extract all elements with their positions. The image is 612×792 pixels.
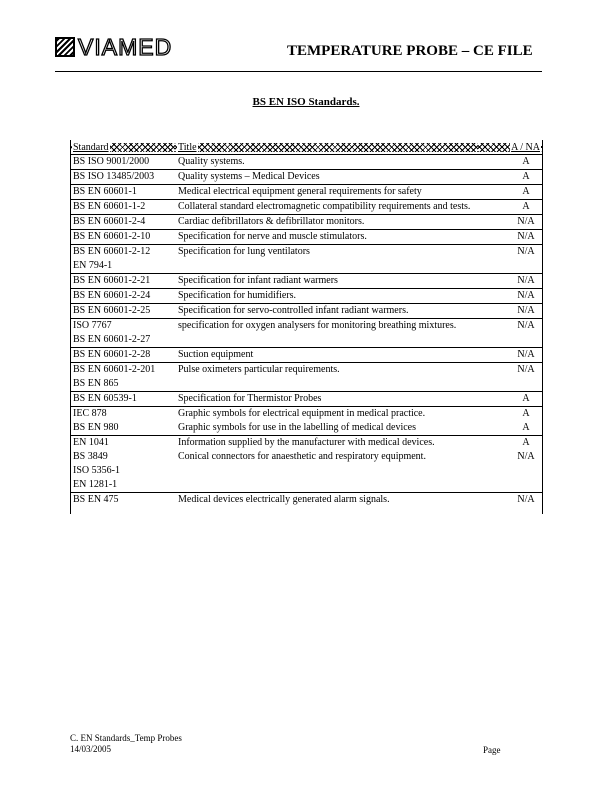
applicability-cell: A [478, 392, 543, 407]
applicability-cell: N/A [478, 230, 543, 245]
table-row [70, 245, 543, 274]
standard-cell: BS EN 60601-2-4 [70, 215, 175, 230]
title-cell: Specification for lung ventilators [175, 245, 478, 274]
standard-cell: ISO 7767 BS EN 60601-2-27 [70, 319, 175, 348]
standard-cell: BS EN 60539-1 [70, 392, 175, 407]
standard-cell: BS EN 60601-2-21 [70, 274, 175, 289]
standard-cell: BS EN 475 [70, 493, 175, 508]
applicability-cell: A A [478, 407, 543, 436]
table-border-right [542, 140, 543, 514]
footer [70, 733, 182, 755]
standard-cell: BS EN 60601-2-24 [70, 289, 175, 304]
standard-cell: BS EN 60601-1-2 [70, 200, 175, 215]
title-cell: Pulse oximeters particular requirements. [175, 363, 478, 392]
footer-date: 14/03/2005 [70, 744, 112, 754]
table-border-left [70, 140, 71, 514]
table-row [70, 230, 543, 245]
table-row [70, 392, 543, 407]
column-header-standard: Standard [70, 140, 175, 155]
standard-cell: BS EN 60601-2-28 [70, 348, 175, 363]
standard-cell: BS EN 60601-2-10 [70, 230, 175, 245]
applicability-cell: N/A [478, 319, 543, 348]
table-row [70, 436, 543, 493]
title-cell: Quality systems – Medical Devices [175, 170, 478, 185]
table-row [70, 200, 543, 215]
column-header-title: Title [175, 140, 478, 155]
standards-table [70, 140, 543, 507]
title-cell: Specification for infant radiant warmers [175, 274, 478, 289]
table-row [70, 304, 543, 319]
applicability-cell: N/A [478, 363, 543, 392]
table-header-row [70, 140, 543, 155]
table-row [70, 348, 543, 363]
title-cell: Collateral standard electromagnetic compatibility requirements and tests. [175, 200, 478, 215]
standard-cell: EN 1041 BS 3849 ISO 5356-1 EN 1281-1 [70, 436, 175, 493]
title-cell: Quality systems. [175, 155, 478, 170]
applicability-cell: N/A [478, 304, 543, 319]
applicability-cell: N/A [478, 274, 543, 289]
table-row [70, 289, 543, 304]
logo-text: VIAMED [78, 34, 173, 60]
table-row [70, 407, 543, 436]
table-row [70, 215, 543, 230]
applicability-cell: A [478, 155, 543, 170]
applicability-cell: N/A [478, 348, 543, 363]
standard-cell: BS EN 60601-2-201 BS EN 865 [70, 363, 175, 392]
applicability-cell: A [478, 200, 543, 215]
standard-cell: BS ISO 9001/2000 [70, 155, 175, 170]
title-cell: Specification for humidifiers. [175, 289, 478, 304]
applicability-cell: N/A [478, 493, 543, 508]
title-cell: Graphic symbols for electrical equipment in medical practice. Graphic symbols for use in the labelling of medical devices [175, 407, 478, 436]
table-row [70, 185, 543, 200]
footer-filename: C. EN Standards_Temp Probes [70, 733, 182, 743]
table-row [70, 319, 543, 348]
document-title: TEMPERATURE PROBE – CE FILE [287, 43, 533, 59]
title-cell: Specification for Thermistor Probes [175, 392, 478, 407]
standard-cell: BS EN 60601-2-25 [70, 304, 175, 319]
table-row [70, 363, 543, 392]
standard-cell: BS ISO 13485/2003 [70, 170, 175, 185]
title-cell: Cardiac defibrillators & defibrillator monitors. [175, 215, 478, 230]
title-cell: Suction equipment [175, 348, 478, 363]
title-cell: Medical devices electrically generated alarm signals. [175, 493, 478, 508]
column-header-applicability: A / NA [478, 140, 543, 155]
title-cell: specification for oxygen analysers for monitoring breathing mixtures. [175, 319, 478, 348]
title-cell: Specification for servo-controlled infant radiant warmers. [175, 304, 478, 319]
standard-cell: BS EN 60601-2-12 EN 794-1 [70, 245, 175, 274]
section-title: BS EN ISO Standards. [252, 96, 360, 108]
title-cell: Medical electrical equipment general requirements for safety [175, 185, 478, 200]
title-cell: Specification for nerve and muscle stimulators. [175, 230, 478, 245]
standard-cell: IEC 878 BS EN 980 [70, 407, 175, 436]
table-row [70, 155, 543, 170]
table-row [70, 493, 543, 508]
applicability-cell: N/A [478, 245, 543, 274]
company-logo [55, 34, 172, 60]
viamed-logo-icon [55, 37, 75, 57]
applicability-cell: A [478, 185, 543, 200]
applicability-cell: A [478, 170, 543, 185]
standard-cell: BS EN 60601-1 [70, 185, 175, 200]
table-row [70, 274, 543, 289]
header-divider [55, 71, 542, 72]
page-label: Page [483, 745, 501, 755]
table-row [70, 170, 543, 185]
applicability-cell: N/A [478, 215, 543, 230]
applicability-cell: N/A [478, 289, 543, 304]
title-cell: Information supplied by the manufacturer with medical devices. Conical connectors for anaesthetic and respiratory equipment. [175, 436, 478, 493]
applicability-cell: A N/A [478, 436, 543, 493]
